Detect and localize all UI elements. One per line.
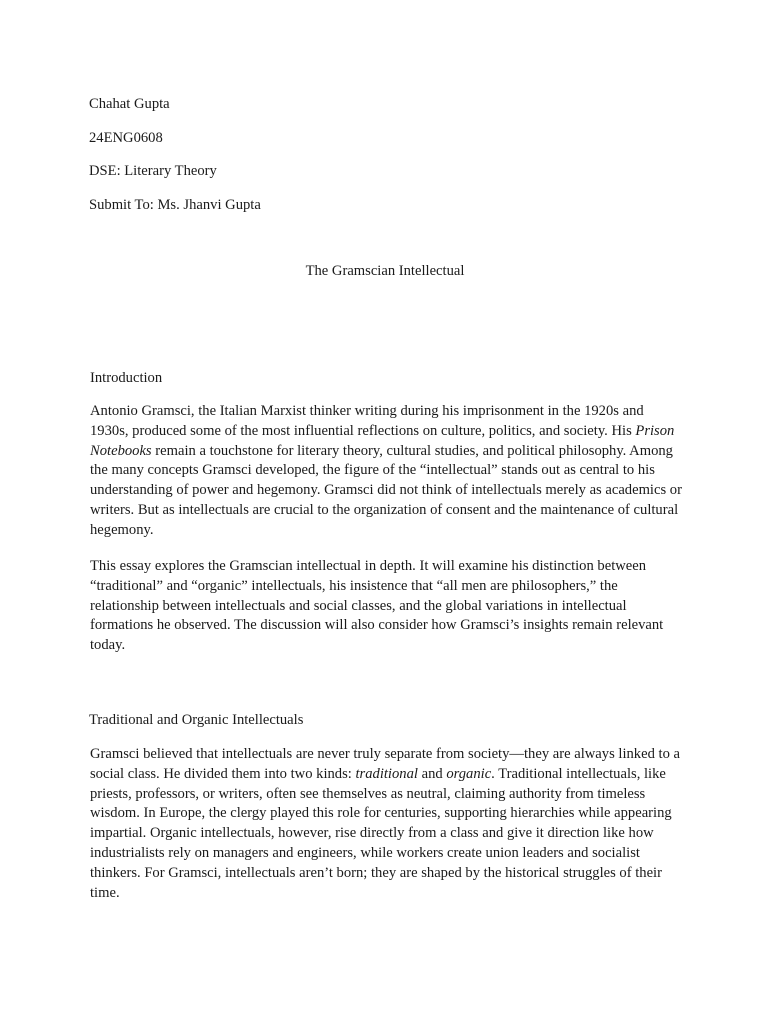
text-run: Gramsci believed that intellectuals are never truly separate from society—they are always linked to a social class. He divided them into two kinds: xyxy=(90,746,680,782)
text-run: remain a touchstone for literary theory, cultural studies, and political philosophy. Among the many concepts Gramsci developed, the figure of the “intellectual” stands out as central to his understanding of power and hegemony. Gramsci did not think of intellectuals merely as academics or writers. But as intellectuals are crucial to the organization of consent and the maintenance of cultural hegemony. xyxy=(90,442,682,538)
author-name: Chahat Gupta xyxy=(89,96,170,112)
text-run: Antonio Gramsci, the Italian Marxist thinker writing during his imprisonment in the 1920s and 1930s, produced some of the most influential reflections on culture, politics, and society. His xyxy=(90,403,644,439)
submit-to: Submit To: Ms. Jhanvi Gupta xyxy=(89,197,261,213)
introduction-paragraph-1 xyxy=(90,402,684,541)
course-name: DSE: Literary Theory xyxy=(89,163,217,179)
italic-term: traditional xyxy=(355,765,418,782)
introduction-paragraph-2: This essay explores the Gramscian intellectual in depth. It will examine his distinction between “traditional” and “organic” intellectuals, his insistence that “all men are philosophers,” the relationship between intellectuals and social classes, and the global variations in intellectual formations he observed. The discussion will also consider how Gramsci’s insights remain relevant today. xyxy=(90,558,664,654)
document-title: The Gramscian Intellectual xyxy=(305,263,465,279)
roll-number: 24ENG0608 xyxy=(89,130,163,146)
text-run: and xyxy=(417,765,447,782)
section-heading-introduction: Introduction xyxy=(90,370,163,386)
traditional-organic-paragraph-1 xyxy=(90,745,684,903)
italic-term: organic xyxy=(446,765,492,782)
text-run: . Traditional intellectuals, like priests, professors, or writers, often see themselves as neutral, claiming authority from timeless wisdom. In Europe, the clergy played this role for centuries, supporting hierarchies while appearing impartial. Organic intellectuals, however, rise directly from a class and give it direction like how industrialists rely on managers and engineers, while workers create union leaders and socialist thinkers. For Gramsci, intellectuals aren’t born; they are shaped by the historical struggles of their time. xyxy=(90,765,672,901)
section-heading-traditional-organic: Traditional and Organic Intellectuals xyxy=(89,712,304,728)
italic-title: Prison Notebooks xyxy=(90,422,675,459)
